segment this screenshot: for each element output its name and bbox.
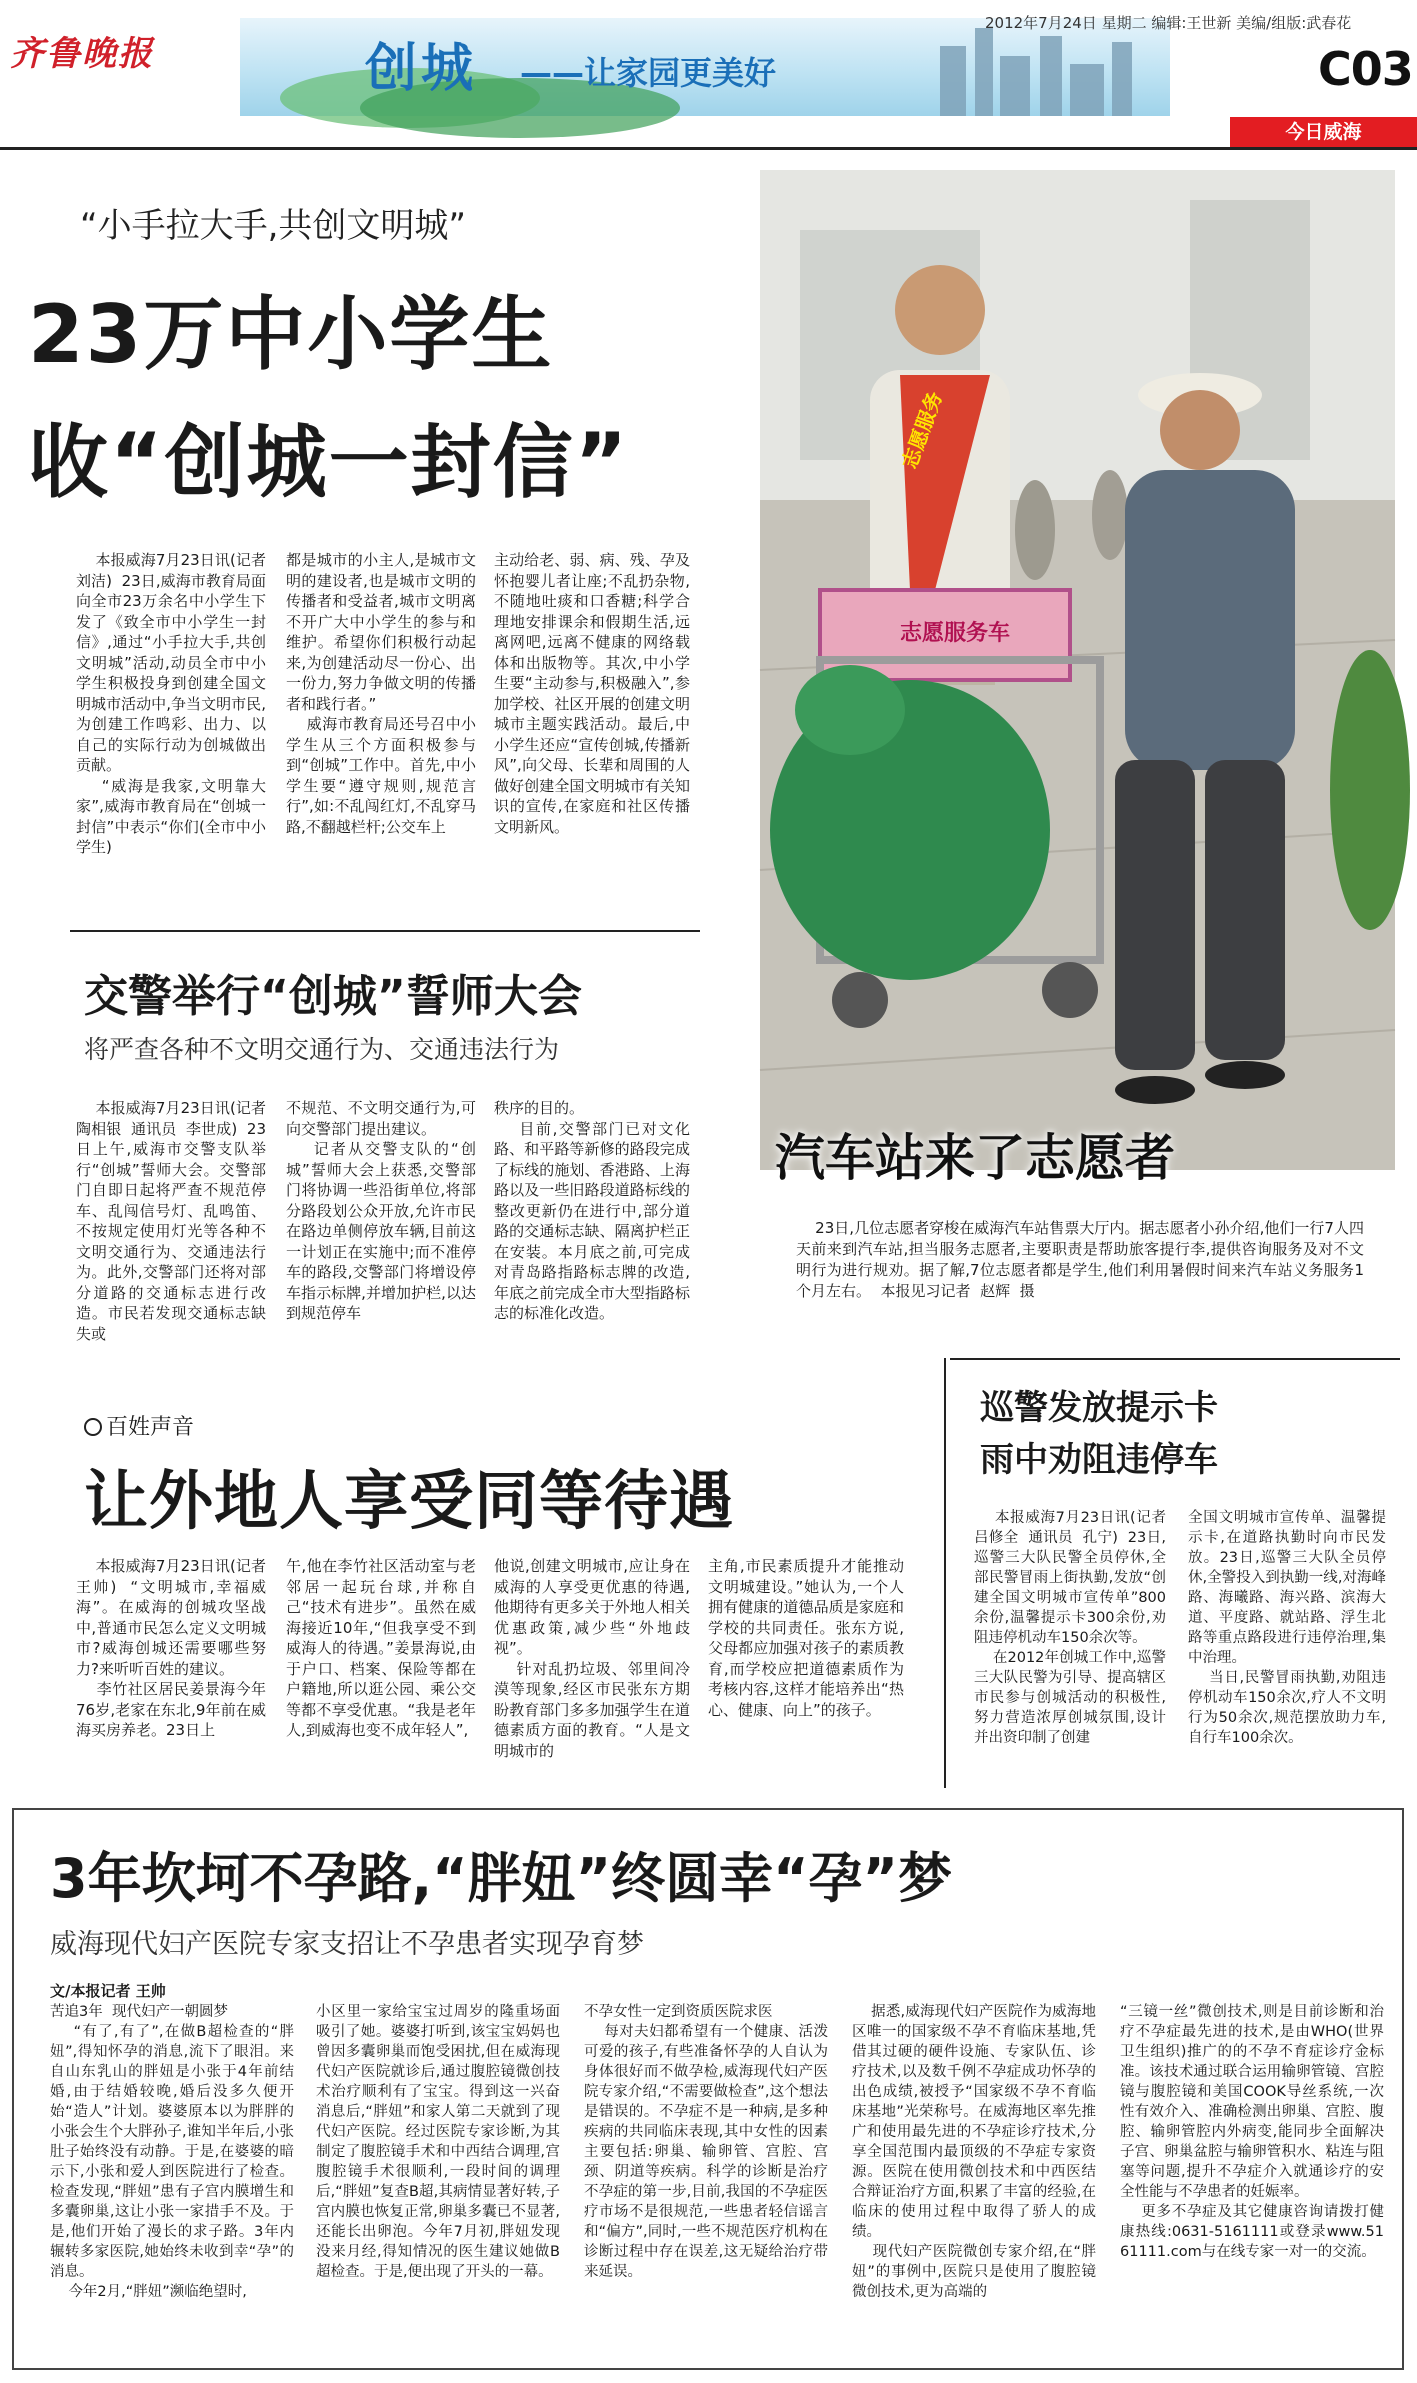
photo-headline: 汽车站来了志愿者 [775,1129,1175,1187]
dateline: 2012年7月24日 星期二 编辑:王世新 美编/组版:武春花 [985,14,1352,32]
story3-headline: 让外地人享受同等待遇 [84,1465,734,1539]
photo-caption: 23日,几位志愿者穿梭在威海汽车站售票大厅内。据志愿者小孙介绍,他们一行7人四天前来到汽车站,担当服务志愿者,主要职责是帮助旅客提行李,提供咨询服务及对不文明行为进行规劝。据了解,7位志愿者都是学生,他们利用暑假时间来汽车站义务服务1个月左右。 本报见习记者 赵辉 摄 [796,1219,1365,1300]
story1-col2: 都是城市的小主人,是城市文明的建设者,也是城市文明的传播者和受益者,城市文明离不开广大中小学生的参与和维护。希望你们积极行动起来,为创建活动尽一份心、出一份力,努力争做文明的传播者和践行者。” 威海市教育局还号召中小学生从三个方面积极参与到“创城”工作中。首先,中小学生要“遵守规则,规范言行”,如:不乱闯红灯,不乱穿马路,不翻越栏杆;公交车上 [286,551,476,836]
story2-col1: 本报威海7月23日讯(记者 陶相银 通讯员 李世成) 23日上午,威海市交警支队举行“创城”誓师大会。交警部门自即日起将严查不规范停车、乱闯信号灯、乱鸣笛、不按规定使用灯光等各种不文明交通行为、交通违法行为。此外,交警部门还将对部分道路的交通标志进行改造。市民若发现交通标志缺失或 [76,1099,276,1343]
story5-col4: 据悉,威海现代妇产医院作为威海地区唯一的国家级不孕不育临床基地,凭借其过硬的硬件设施、专家队伍、诊疗技术,以及数千例不孕症成功怀孕的出色成绩,被授予“国家级不孕不育临床基地”光荣称号。在威海地区率先推广和使用最先进的不孕症诊疗技术,分享全国范围内最顶级的不孕症专家资源。医院在使用微创技术和中西医结合辩证治疗方面,积累了丰富的经验,在临床的使用过程中取得了骄人的成绩。 现代妇产医院微创专家介绍,在“胖妞”的事例中,医院只是使用了腹腔镜微创技术,更为高端的 [852,2004,1097,2300]
story5-byline: 文/本报记者 王帅 [50,1982,166,2000]
page-header [0,0,1417,143]
story1-headline-line2: 收“创城一封信” [28,416,630,509]
story4-headline-line1: 巡警发放提示卡 [980,1388,1218,1428]
story5-col1: 苦追3年 现代妇产一朝圆梦 “有了,有了”,在做B超检查的“胖妞”,得知怀孕的消息,流下了眼泪。来自山东乳山的胖妞是小张于4年前结婚,由于结婚较晚,婚后没多久便开始“造人”计划。婆婆原本以为胖胖的小张会生个大胖孙子,谁知半年后,小张肚子始终没有动静。于是,在婆婆的暗示下,小张和爱人到医院进行了检查。检查发现,“胖妞”患有子宫内膜增生和多囊卵巢,这让小张一家措手不及。于是,他们开始了漫长的求子路。3年内辗转多家医院,她始终未收到幸“孕”的消息。 今年2月,“胖妞”濒临绝望时, [50,2004,295,2300]
story3-col2: 午,他在李竹社区活动室与老邻居一起玩台球,并称自己“技术有进步”。虽然在威海接近10年,“但我享受不到威海人的待遇。”姜景海说,由于户口、档案、保险等都在户籍地,所以逛公园、乘公交等都不享受优惠。“我是老年人,到威海也变不成年轻人”, [286,1557,476,1739]
story1-col1: 本报威海7月23日讯(记者 刘洁) 23日,威海市教育局面向全市23万余名中小学生下发了《致全市中小学生一封信》,通过“小手拉大手,共创文明城”活动,动员全市中小学生积极投身到创建全国文明城市活动中,争当文明市民,为创建工作鸣彩、出力、以自己的实际行动为创城做出贡献。 “威海是我家,文明靠大家”,威海市教育局在“创城一封信”中表示“你们(全市中小学生) [76,551,267,856]
story2-subhead: 将严查各种不文明交通行为、交通违法行为 [84,1035,560,1064]
banner-subtitle: ——让家园更美好 [520,54,777,92]
story2-col2: 不规范、不文明交通行为,可向交警部门提出建议。 记者从交警支队的“创城”誓师大会上获悉,交警部门将协调一些沿街单位,将部分路段划公众开放,允许市民在路边单侧停放车辆,目前这一计划正在实施中;而不准停车的路段,交警部门将增设停车指示标牌,并增加护栏,以达到规范停车 [286,1099,476,1322]
story5-col3: 不孕女性一定到资质医院求医 每对夫妇都希望有一个健康、活泼可爱的孩子,有些准备怀孕的人自认为身体很好而不做孕检,威海现代妇产医院专家介绍,“不需要做检查”,这个想法是错误的。不孕症不是一种病,是多种疾病的共同临床表现,其中女性的因素主要包括:卵巢、输卵管、宫腔、宫颈、阴道等疾病。科学的诊断是治疗不孕症的第一步,目前,我国的不孕症医疗市场不是很规范,一些患者轻信谣言和“偏方”,同时,一些不规范医疗机构在诊断过程中存在误差,这无疑给治疗带来延误。 [584,2004,829,2280]
story3-col4: 主角,市民素质提升才能推动文明城建设。”她认为,一个人拥有健康的道德品质是家庭和学校的共同责任。张东方说,父母都应加强对孩子的素质教育,而学校应把道德素质作为考核内容,这样才能培养出“热心、健康、向上”的孩子。 [708,1557,904,1719]
news-photo [760,170,1395,1170]
story2-headline: 交警举行“创城”誓师大会 [84,971,582,1022]
column-label-icon [84,1418,102,1436]
story5-headline: 3年坎坷不孕路,“胖妞”终圆幸“孕”梦 [50,1847,953,1910]
story3-column-label [84,1410,194,1441]
volunteer-sash-text: 志愿服务 [897,388,948,472]
story5-col5: “三镜一丝”微创技术,则是目前诊断和治疗不孕症最先进的技术,是由WHO(世界卫生组织)推广的的不孕不育症诊疗金标准。该技术通过联合运用输卵管镜、宫腔镜与腹腔镜和美国COOK导丝系统,一次性有效介入、准确检测出卵巢、宫腔、腹腔、输卵管腔内外病变,能同步全面解决子宫、卵巢盆腔与输卵管积水、粘连与阻塞等问题,提升不孕症介入就通诊疗的安全性能与不孕患者的妊娠率。 更多不孕症及其它健康咨询请拨打健康热线:0631-5161111或登录www.5161111.com与在线专家一对一的交流。 [1120,2004,1385,2260]
story5-col2: 小区里一家给宝宝过周岁的隆重场面吸引了她。婆婆打听到,该宝宝妈妈也曾因多囊卵巢而饱受困扰,但在威海现代妇产医院就诊后,通过腹腔镜微创技术治疗顺利有了宝宝。得到这一兴奋消息后,“胖妞”和家人第二天就到了现代妇产医院。经过医院专家诊断,为其制定了腹腔镜手术和中西结合调理,宫腹腔镜手术很顺利,一段时间的调理后,“胖妞”复查B超,其病情显著好转,子宫内膜也恢复正常,卵巢多囊已不显著,还能长出卵泡。今年7月初,胖妞发现没来月经,得知情况的医生建议她做B超检查。于是,便出现了开头的一幕。 [316,2004,560,2280]
story3-col1: 本报威海7月23日讯(记者 王帅) “文明城市,幸福威海”。在威海的创城攻坚战中,普通市民怎么定义文明城市?威海创城还需要哪些努力?来听听百姓的建议。 李竹社区居民姜景海今年76岁,老家在东北,9年前在威海买房养老。23日上 [76,1557,267,1739]
page-number: C03 [1318,42,1413,96]
rule-story1 [70,930,700,932]
story5-subhead: 威海现代妇产医院专家支招让不孕患者实现孕育梦 [50,1929,644,1960]
rule-photo [950,1358,1400,1360]
rule-vertical [944,1358,946,1788]
story4-col2: 全国文明城市宣传单、温馨提示卡,在道路执勤时向市民发放。23日,巡警三大队全员停休,全警投入到执勤一线,对海峰路、海曦路、海兴路、滨海大道、平度路、就站路、浮生北路等重点路段进行违停治理,集中治理。 当日,民警冒雨执勤,劝阻违停机动车150余次,疗人不文明行为50余次,规范摆放助力车,自行车100余次。 [1188,1510,1387,1746]
story1-kicker: “小手拉大手,共创文明城” [80,206,467,246]
section-label: 今日威海 [1230,117,1417,147]
masthead-logo: 齐鲁晚报 [10,34,154,74]
story1-headline-line1: 23万中小学生 [28,288,554,381]
header-rule [0,147,1417,150]
column-label-text: 百姓声音 [106,1415,195,1440]
story2-col3: 秩序的目的。 目前,交警部门已对文化路、和平路等新修的路段完成了标线的施划、香港路、上海路以及一些旧路段道路标线的整改更新仍在进行中,部分道路的交通标志缺、隔离护栏正在安装。本月底之前,可完成对青岛路指路标志牌的改造,年底之前完成全市大型指路标志的标准化改造。 [494,1099,690,1322]
story4-headline-line2: 雨中劝阻违停车 [980,1440,1218,1480]
banner-title: 创城 [365,38,478,99]
photo-scene [760,170,1395,1170]
cart-sign-text: 志愿服务车 [900,621,1011,646]
story3-col3: 他说,创建文明城市,应让身在威海的人享受更优惠的待遇,他期待有更多关于外地人相关优惠政策,减少些“外地歧视”。 针对乱扔垃圾、邻里间冷漠等现象,经区市民张东方期盼教育部门多多加强学生在道德素质方面的教育。“人是文明城市的 [494,1557,690,1760]
story1-col3: 主动给老、弱、病、残、孕及怀抱婴儿者让座;不乱扔杂物,不随地吐痰和口香糖;科学合理地安排课余和假期生活,远离网吧,远离不健康的网络载体和出版物等。其次,中小学生要“主动参与,积极融入”,参加学校、社区开展的创建文明城市主题实践活动。最后,中小学生还应“宣传创城,传播新风”,向父母、长辈和周围的人做好创建全国文明城市有关知识的宣传,在家庭和社区传播文明新风。 [494,551,690,836]
story4-col1: 本报威海7月23日讯(记者 吕修全 通讯员 孔宁) 23日,巡警三大队民警全员停休,全部民警冒雨上街执勤,发放“创建全国文明城市宣传单”800余份,温馨提示卡300余份,劝阻违停机动车150余次等。 在2012年创城工作中,巡警三大队民警为引导、提高辖区市民参与创城活动的积极性,努力营造浓厚创城氛围,设计并出资印制了创建 [974,1510,1167,1746]
